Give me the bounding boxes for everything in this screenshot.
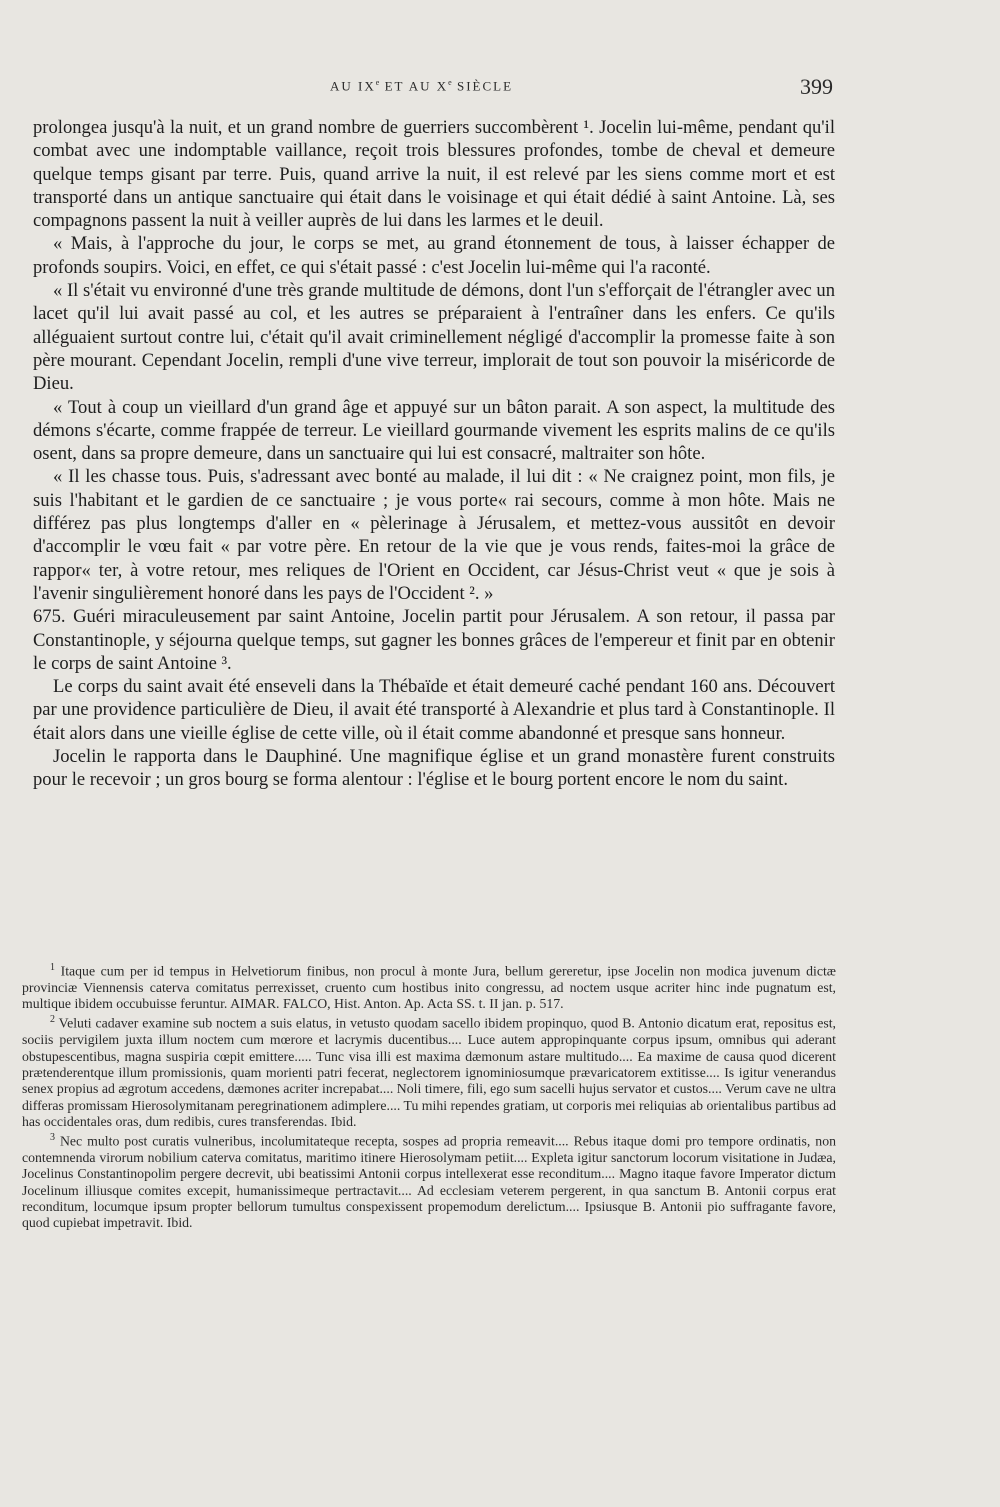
footnote-text: Nec multo post curatis vulneribus, incolumitateque recepta, sospes ad propria remeavit.... Rebus itaque domi pro tempore ordinatis, non contemnenda virorum nobilium caterva comitatus, maritimo itinere Hierosolymam petiit.... Expleta igitur sanctorum locorum visitatione in Judæa, Jocelinus Constantinopolim pergere decrevit, ubi beatissimi Antonii corpus intellexerat esse reconditum.... Magno itaque favore Imperator dictum Jocelinum illiusque comites excepit, humanissimeque pertractavit.... Ad ecclesiam veterem pergerent, in qua sanctum B. Antonii corpus erat reconditum, locumque ipsum propter bellorum tumultus conspexissent propemodum derelictum.... Ipsiusque B. Antonii pio suffragante favore, quod cupiebat impetravit. Ibid. (22, 1133, 836, 1231)
paragraph: « Il les chasse tous. Puis, s'adressant avec bonté au malade, il lui dit : « Ne craignez point, mon fils, je suis l'habitant et le gardien de ce sanctuaire ; je vous porte« rai secours, comme à mon hôte. Mais ne différez pas plus longtemps d'aller en « pèlerinage à Jérusalem, et mettez-vous aussitôt en devoir d'accomplir le vœu fait « par votre père. En retour de la vie que je vous rends, faites-moi la grâce de rappor« ter, à votre retour, mes reliques de l'Orient en Occident, car Jésus-Christ veut « que je sois à l'avenir singulièrement honoré dans les pays de l'Occident ². » (33, 466, 835, 604)
paragraph: prolongea jusqu'à la nuit, et un grand nombre de guerriers succombèrent ¹. Jocelin lui-même, pendant qu'il combat avec une indomptable vaillance, reçoit trois blessures profondes, tombe de cheval et demeure quelque temps gisant par terre. Puis, quand arrive la nuit, il est relevé par les siens comme mort et est transporté dans un antique sanctuaire qui était dans le voisinage et qui était dédié à saint Antoine. Là, ses compagnons passent la nuit à veiller auprès de lui dans les larmes et le deuil. (33, 117, 835, 232)
running-title-part: ET AU X (379, 78, 449, 94)
page-number: 399 (800, 74, 833, 99)
footnote-mark: 2 (50, 1014, 55, 1026)
main-text (33, 116, 835, 792)
superscript: e (448, 78, 452, 87)
footnote-mark: 1 (50, 962, 55, 973)
paragraph: « Mais, à l'approche du jour, le corps se met, au grand étonnement de tous, à laisser échapper de profonds soupirs. Voici, en effet, ce qui s'était passé : c'est Jocelin lui-même qui l'a raconté. (33, 233, 835, 278)
superscript: e (375, 78, 380, 87)
running-title-part: AU IX (330, 78, 376, 94)
footnote-text: Veluti cadaver examine sub noctem a suis elatus, in vetusto quodam sacello ibidem propinquo, quod B. Antonio dicatum erat, repositus est, sociis pervigilem juxta illum noctem cum mœrore et lacrymis ducentibus.... Luce autem appropinquante corpus ipsum, omnibus qui aderant obstupescentibus, magna suspiria cœpit emittere..... Tunc visa illi est maxima dæmonum astare multitudo.... Ea maxime de causa quod dicerent prætenderentque illum promissionis, quam morienti patri fecerat, neglectorem ignominiosumque prævaricatorem extitisse.... Is igitur venerandus senex propius ad ægrotum accedens, dæmones acriter increpabat.... Noli timere, fili, ego sum sacelli hujus servator et custos.... Verum cave ne ultra differas promissam Hierosolymitanam peregrinationem adimplere.... Tu mihi rependes gratiam, ut corporis mei reliquias ab orientalibus partibus ad has occidentales oras, dum redibis, cures transferendas. Ibid. (22, 1016, 836, 1129)
running-title-part: SIÈCLE (451, 78, 514, 94)
footnotes (22, 960, 836, 1232)
paragraph: « Tout à coup un vieillard d'un grand âge et appuyé sur un bâton parait. A son aspect, la multitude des démons s'écarte, comme frappée de terreur. Le vieillard gourmande vivement les esprits malins de ce qu'ils osent, dans sa propre demeure, dans un sanctuaire qui lui est consacré, maltraiter son hôte. (33, 396, 835, 465)
paragraph: 675. Guéri miraculeusement par saint Antoine, Jocelin partit pour Jérusalem. A son retour, il passa par Constantinople, y séjourna quelque temps, sut gagner les bonnes grâces de l'empereur et finit par en obtenir le corps de saint Antoine ³. (33, 606, 835, 674)
paragraph: Le corps du saint avait été enseveli dans la Thébaïde et était demeuré caché pendant 160 ans. Découvert par une providence particulière de Dieu, il avait été transporté à Alexandrie et plus tard à Constantinople. Il était alors dans une vieille église de cette ville, où il était comme abandonné et presque sans honneur. (33, 676, 835, 744)
paragraph: Jocelin le rapporta dans le Dauphiné. Une magnifique église et un grand monastère furent construits pour le recevoir ; un gros bourg se forma alentour : l'église et le bourg portent encore le nom du saint. (33, 746, 835, 791)
footnote (22, 1012, 836, 1130)
footnote (22, 960, 836, 1012)
running-title (330, 78, 513, 94)
page-header (0, 74, 1000, 104)
footnote-mark: 3 (50, 1132, 55, 1144)
paragraph: « Il s'était vu environné d'une très grande multitude de démons, dont l'un s'efforçait de l'étrangler avec un lacet qu'il lui avait passé au col, et les autres se préparaient à l'entraîner dans les enfers. Ce qu'ils alléguaient surtout contre lui, c'était qu'il avait criminellement négligé d'accomplir la promesse faite à son père mourant. Cependant Jocelin, rempli d'une vive terreur, implorait de tout son pouvoir la miséricorde de Dieu. (33, 280, 835, 395)
footnote-text: Itaque cum per id tempus in Helvetiorum finibus, non procul à monte Jura, bellum gereretur, ipse Jocelin non modica juvenum dictæ provinciæ Viennensis caterva comitatus perrexisset, cruento cum hostibus inito congressu, ad noctem usque acriter hinc inde pugnatum est, multique ibidem occubuisse feruntur. AIMAR. FALCO, Hist. Anton. Ap. Acta SS. t. II jan. p. 517. (22, 963, 836, 1012)
footnote (22, 1130, 836, 1231)
